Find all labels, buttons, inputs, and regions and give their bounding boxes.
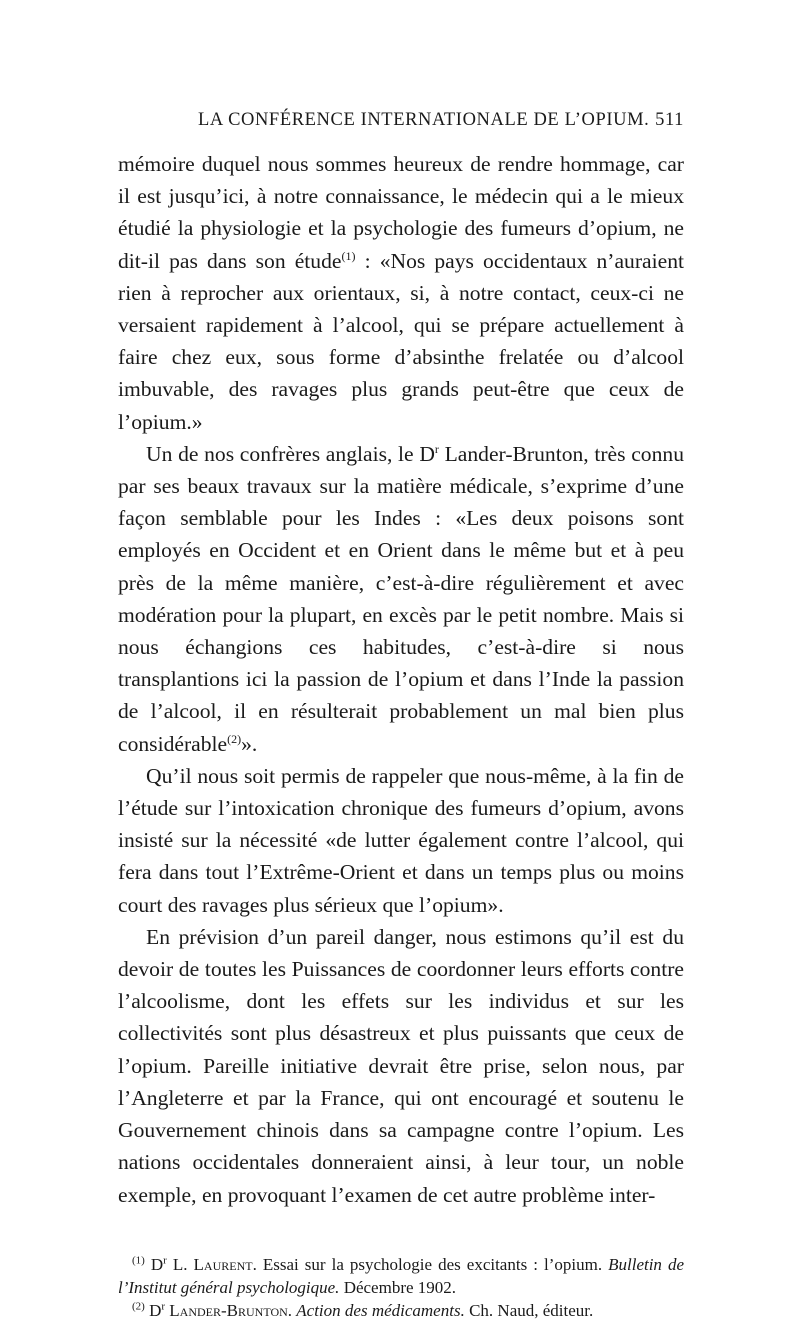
doctor-abbrev-sup: r: [434, 441, 439, 456]
paragraph-2-a: Un de nos confrères anglais, le D: [146, 441, 435, 466]
body-text: [118, 148, 684, 1211]
page: [118, 110, 684, 1322]
footnote-1-text: Essai sur la psychologie des excitants : l’opium.: [256, 1254, 609, 1274]
footnote-2-author-prefix: D: [149, 1300, 162, 1320]
footnote-ref-1: (1): [341, 248, 356, 263]
footnote-1: [118, 1253, 684, 1299]
paragraph-1-a: mémoire duquel nous sommes heureux de rendre hommage, car il est jusqu’ici, à notre connaissance, le médecin qui a le mieux étudié la physiologie et la psychologie des fumeurs d’opium, ne dit-il pas dans son étude: [118, 152, 684, 273]
paragraph-2-c: ».: [241, 731, 258, 756]
footnote-1-italic: Bulletin de l’Institut général psychologique.: [118, 1254, 685, 1297]
paragraph-2: [118, 438, 684, 760]
footnote-2-mark: (2): [132, 1300, 145, 1313]
running-title: LA CONFÉRENCE INTERNATIONALE DE L’OPIUM.: [198, 110, 650, 130]
footnote-1-author-sup: r: [163, 1254, 167, 1267]
footnote-ref-2: (2): [227, 731, 242, 746]
footnote-1-mark: (1): [132, 1254, 145, 1267]
footnote-2-tail: Ch. Naud, éditeur.: [464, 1300, 594, 1320]
paragraph-3: Qu’il nous soit permis de rappeler que nous-même, à la fin de l’étude sur l’intoxication chronique des fumeurs d’opium, avons insisté sur la nécessité «de lutter également contre l’alcool, qui fera dans tout l’Extrême-Orient et dans un temps plus ou moins court des ravages plus sérieux que l’opium».: [118, 763, 684, 917]
footnote-2-author: Lander-Brunton.: [165, 1300, 293, 1320]
footnote-1-author-prefix: D: [150, 1254, 164, 1274]
paragraph-4: En prévision d’un pareil danger, nous estimons qu’il est du devoir de toutes les Puissances de coordonner leurs efforts contre l’alcoolisme, dont les effets sur les individus et sur les collectivités sont plus désastreux et plus puissants que ceux de l’opium. Pareille initiative devrait être prise, selon nous, par l’Angleterre et par la France, qui ont encouragé et soutenu le Gouvernement chinois dans sa campagne contre l’opium. Les nations occidentales donneraient ainsi, à leur tour, un noble exemple, en provoquant l’examen de cet autre problème inter-: [118, 924, 684, 1207]
footnote-2: [118, 1299, 684, 1322]
footnote-2-italic: Action des médicaments.: [296, 1300, 465, 1320]
page-number: 511: [655, 110, 684, 130]
paragraph-1-b: : «Nos pays occidentaux n’auraient rien à reprocher aux orientaux, si, à notre contact, ceux-ci ne versaient rapidement à l’alcool, qui se prépare actuellement à faire chez eux, sous forme d’absinthe frelatée ou d’alcool imbuvable, des ravages plus grands peut-être que ceux de l’opium.»: [118, 248, 684, 434]
paragraph-1: [118, 148, 684, 438]
paragraph-2-b: Lander-Brunton, très connu par ses beaux travaux sur la matière médicale, s’exprime d’une façon semblable pour les Indes : «Les deux poisons sont employés en Occident et en Orient dans le même but et à peu près de la même manière, c’est-à-dire régulièrement et avec modération pour la plupart, en excès par le petit nombre. Mais si nous échangions ces habitudes, c’est-à-dire si nous transplantions ici la passion de l’opium et dans l’Inde la passion de l’alcool, il en résulterait probablement un mal bien plus considérable: [118, 441, 684, 756]
footnote-1-author: L. Laurent.: [166, 1254, 257, 1274]
footnote-1-tail: Décembre 1902.: [339, 1277, 457, 1297]
running-header: [118, 110, 684, 140]
footnotes: [118, 1253, 684, 1322]
footnote-2-author-sup: r: [161, 1300, 166, 1313]
